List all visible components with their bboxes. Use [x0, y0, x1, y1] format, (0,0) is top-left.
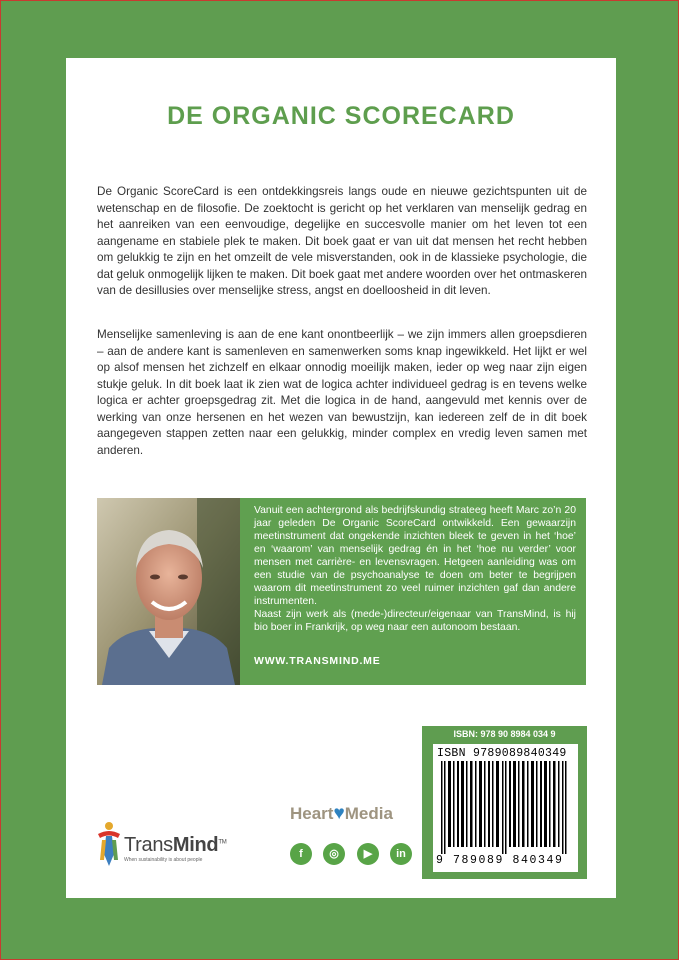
- linkedin-icon[interactable]: in: [390, 843, 412, 865]
- barcode: [433, 744, 578, 872]
- heart-media-left: Heart: [290, 804, 334, 823]
- description-paragraph-1: De Organic ScoreCard is een ontdekkingsreis langs oude en nieuwe gezichtspunten uit de wetenschap en de filosofie. De zoektocht is gericht op het verklaren van menselijk gedrag en het aanreiken van een eenvoudige, degelijke en succesvolle manier om het leven tot een aangename en stabiele plek te maken. Dit boek gaat er van uit dat mensen het recht hebben om gelukkig te zijn en het omzeilt de vele misverstanden, ook in de klassieke psychologie, die dat geluk onmogelijk lijken te maken. Dit boek gaat met andere woorden over het ontmaskeren van de desillusies over menselijke stress, angst en doelloosheid in dit leven.: [97, 185, 587, 297]
- barcode-bars: [439, 761, 573, 854]
- barcode-isbn-text: ISBN 9789089840349: [437, 747, 567, 760]
- isbn-label: ISBN: 978 90 8984 034 9: [453, 729, 556, 739]
- transmind-wordmark: [124, 834, 226, 857]
- transmind-figure-icon: [94, 820, 124, 866]
- barcode-digits: 9 789089 840349: [436, 854, 564, 867]
- heart-media-logo: [290, 803, 393, 825]
- heart-icon: ♥: [333, 803, 345, 824]
- author-bio-text: Vanuit een achtergrond als bedrijfskundig strateeg heeft Marc zo’n 20 jaar geleden De Organic ScoreCard ontwikkeld. Een gewaarzijn meetinstrument dat ongekende inzichten bleek te geven in het ‘hoe’ en ‘waarom’ van menselijk gedrag én in het ‘hoe nu verder’ voor mensen met carrière- en levensvragen. Hetgeen aanleiding was om een studie van de psychoanalyse te doen om beter te begrijpen waarom dit meetinstrument zo veel ruimer inzichten gaf dan andere instrumenten.: [254, 505, 576, 607]
- heart-media-right: Media: [344, 804, 393, 823]
- transmind-word-light: Trans: [124, 834, 173, 856]
- description-paragraph-2: Menselijke samenleving is aan de ene kant onontbeerlijk – we zijn immers allen groepsdieren – aan de andere kant is samenleven en samenwerken soms knap ingewikkeld. Het lijkt er wel op alsof mensen het zichzelf en elkaar onnodig moeilijk maken, ieder op weg naar zijn eigen stukje geluk. In dit boek laat ik zien wat de logica achter individueel gedrag is en tevens welke logica er achter groepsgedrag zit. Met die logica in de hand, aangevuld met kennis over de werking van onze hersenen en het wezen van bewustzijn, kan iedereen zelf de in dit boek aangegeven stappen zetten naar een gelukkig, minder complex en vredig leven samen met anderen.: [97, 328, 587, 457]
- author-photo: [97, 498, 240, 685]
- instagram-icon[interactable]: ◎: [323, 843, 345, 865]
- website-link[interactable]: WWW.TRANSMIND.ME: [254, 655, 381, 667]
- transmind-tm: TM: [218, 839, 227, 846]
- author-box: [97, 498, 586, 685]
- transmind-logo: [94, 820, 227, 871]
- author-bio: [254, 504, 576, 634]
- isbn-area: [422, 726, 587, 879]
- youtube-icon[interactable]: ▶: [357, 843, 379, 865]
- author-bio-text-2: Naast zijn werk als (mede-)directeur/eigenaar van TransMind, is hij bio boer in Frankrijk, op weg naar een autonoom bestaan.: [254, 609, 576, 633]
- transmind-word-bold: Mind: [172, 834, 219, 856]
- back-cover: [66, 58, 616, 898]
- book-title: DE ORGANIC SCORECARD: [167, 102, 515, 130]
- facebook-icon[interactable]: f: [290, 843, 312, 865]
- transmind-tagline: When sustainability is about people: [124, 857, 203, 863]
